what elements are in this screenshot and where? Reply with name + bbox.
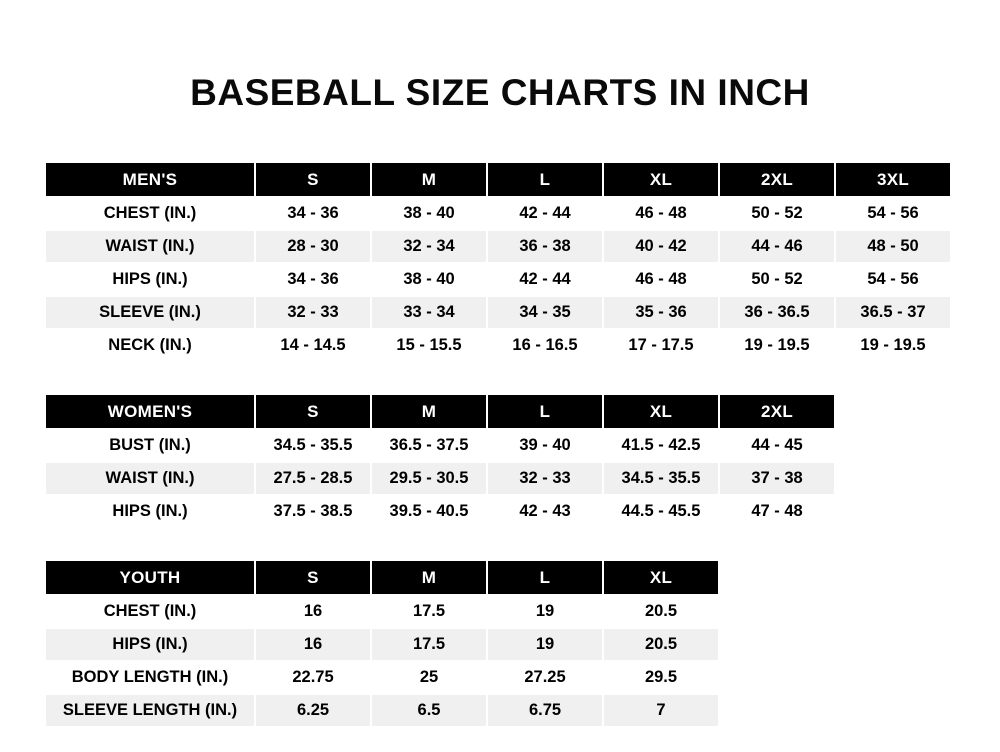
table-cell: 36 - 38 xyxy=(487,230,603,263)
table-row xyxy=(45,197,951,230)
row-label: HIPS (IN.) xyxy=(45,263,255,296)
page-title: BASEBALL SIZE CHARTS IN INCH xyxy=(190,72,810,113)
table-cell: 28 - 30 xyxy=(255,230,371,263)
column-header: MEN'S xyxy=(45,162,255,197)
row-label: SLEEVE LENGTH (IN.) xyxy=(45,694,255,727)
table-cell: 34 - 35 xyxy=(487,296,603,329)
table-row xyxy=(45,495,835,528)
table-cell: 37.5 - 38.5 xyxy=(255,495,371,528)
row-label: WAIST (IN.) xyxy=(45,462,255,495)
table-header-row xyxy=(45,560,719,595)
table-cell: 19 xyxy=(487,628,603,661)
table-cell: 20.5 xyxy=(603,595,719,628)
table-cell: 6.5 xyxy=(371,694,487,727)
table-cell: 29.5 xyxy=(603,661,719,694)
table-row xyxy=(45,263,951,296)
table-cell: 40 - 42 xyxy=(603,230,719,263)
table-spacer xyxy=(44,529,1000,559)
column-header: 2XL xyxy=(719,162,835,197)
row-label: CHEST (IN.) xyxy=(45,197,255,230)
table-cell: 22.75 xyxy=(255,661,371,694)
column-header: WOMEN'S xyxy=(45,394,255,429)
table-cell: 50 - 52 xyxy=(719,197,835,230)
column-header: L xyxy=(487,560,603,595)
table-row xyxy=(45,329,951,362)
table-cell: 34 - 36 xyxy=(255,197,371,230)
table-cell: 39 - 40 xyxy=(487,429,603,462)
table-cell: 46 - 48 xyxy=(603,263,719,296)
row-label: HIPS (IN.) xyxy=(45,495,255,528)
table-cell: 34 - 36 xyxy=(255,263,371,296)
table-cell: 32 - 33 xyxy=(255,296,371,329)
column-header: S xyxy=(255,394,371,429)
table-cell: 19 - 19.5 xyxy=(719,329,835,362)
table-cell: 17 - 17.5 xyxy=(603,329,719,362)
table-cell: 44 - 46 xyxy=(719,230,835,263)
row-label: BODY LENGTH (IN.) xyxy=(45,661,255,694)
table-cell: 42 - 43 xyxy=(487,495,603,528)
table-cell: 34.5 - 35.5 xyxy=(603,462,719,495)
table-cell: 6.75 xyxy=(487,694,603,727)
column-header: XL xyxy=(603,394,719,429)
table-cell: 38 - 40 xyxy=(371,197,487,230)
table-spacer xyxy=(44,363,1000,393)
row-label: NECK (IN.) xyxy=(45,329,255,362)
column-header: L xyxy=(487,162,603,197)
table-cell: 44 - 45 xyxy=(719,429,835,462)
table-cell: 33 - 34 xyxy=(371,296,487,329)
row-label: CHEST (IN.) xyxy=(45,595,255,628)
table-cell: 17.5 xyxy=(371,595,487,628)
table-row xyxy=(45,462,835,495)
column-header: XL xyxy=(603,162,719,197)
column-header: S xyxy=(255,162,371,197)
table-cell: 16 xyxy=(255,595,371,628)
table-row xyxy=(45,628,719,661)
table-cell: 32 - 33 xyxy=(487,462,603,495)
womens-size-table xyxy=(44,393,836,529)
table-cell: 27.25 xyxy=(487,661,603,694)
column-header: 2XL xyxy=(719,394,835,429)
table-cell: 6.25 xyxy=(255,694,371,727)
table-row xyxy=(45,694,719,727)
table-cell: 32 - 34 xyxy=(371,230,487,263)
table-cell: 27.5 - 28.5 xyxy=(255,462,371,495)
table-cell: 20.5 xyxy=(603,628,719,661)
table-row xyxy=(45,661,719,694)
table-row xyxy=(45,429,835,462)
table-cell: 42 - 44 xyxy=(487,263,603,296)
table-cell: 35 - 36 xyxy=(603,296,719,329)
table-cell: 16 - 16.5 xyxy=(487,329,603,362)
column-header: 3XL xyxy=(835,162,951,197)
table-cell: 37 - 38 xyxy=(719,462,835,495)
table-cell: 36 - 36.5 xyxy=(719,296,835,329)
table-row xyxy=(45,595,719,628)
table-header-row xyxy=(45,394,835,429)
row-label: SLEEVE (IN.) xyxy=(45,296,255,329)
table-cell: 54 - 56 xyxy=(835,263,951,296)
column-header: L xyxy=(487,394,603,429)
table-cell: 41.5 - 42.5 xyxy=(603,429,719,462)
table-cell: 17.5 xyxy=(371,628,487,661)
table-cell: 38 - 40 xyxy=(371,263,487,296)
table-cell: 46 - 48 xyxy=(603,197,719,230)
table-cell: 19 xyxy=(487,595,603,628)
youth-size-table xyxy=(44,559,720,728)
size-tables-container xyxy=(0,161,1000,728)
table-cell: 16 xyxy=(255,628,371,661)
column-header: M xyxy=(371,560,487,595)
table-cell: 47 - 48 xyxy=(719,495,835,528)
table-cell: 7 xyxy=(603,694,719,727)
table-cell: 14 - 14.5 xyxy=(255,329,371,362)
row-label: HIPS (IN.) xyxy=(45,628,255,661)
column-header: M xyxy=(371,394,487,429)
table-cell: 36.5 - 37.5 xyxy=(371,429,487,462)
table-row xyxy=(45,230,951,263)
table-cell: 54 - 56 xyxy=(835,197,951,230)
column-header: M xyxy=(371,162,487,197)
table-cell: 44.5 - 45.5 xyxy=(603,495,719,528)
table-cell: 42 - 44 xyxy=(487,197,603,230)
column-header: XL xyxy=(603,560,719,595)
table-cell: 48 - 50 xyxy=(835,230,951,263)
table-cell: 29.5 - 30.5 xyxy=(371,462,487,495)
table-cell: 19 - 19.5 xyxy=(835,329,951,362)
table-cell: 36.5 - 37 xyxy=(835,296,951,329)
mens-size-table xyxy=(44,161,952,363)
row-label: BUST (IN.) xyxy=(45,429,255,462)
table-cell: 50 - 52 xyxy=(719,263,835,296)
column-header: S xyxy=(255,560,371,595)
row-label: WAIST (IN.) xyxy=(45,230,255,263)
column-header: YOUTH xyxy=(45,560,255,595)
table-header-row xyxy=(45,162,951,197)
table-cell: 25 xyxy=(371,661,487,694)
table-row xyxy=(45,296,951,329)
table-cell: 39.5 - 40.5 xyxy=(371,495,487,528)
table-cell: 15 - 15.5 xyxy=(371,329,487,362)
table-cell: 34.5 - 35.5 xyxy=(255,429,371,462)
